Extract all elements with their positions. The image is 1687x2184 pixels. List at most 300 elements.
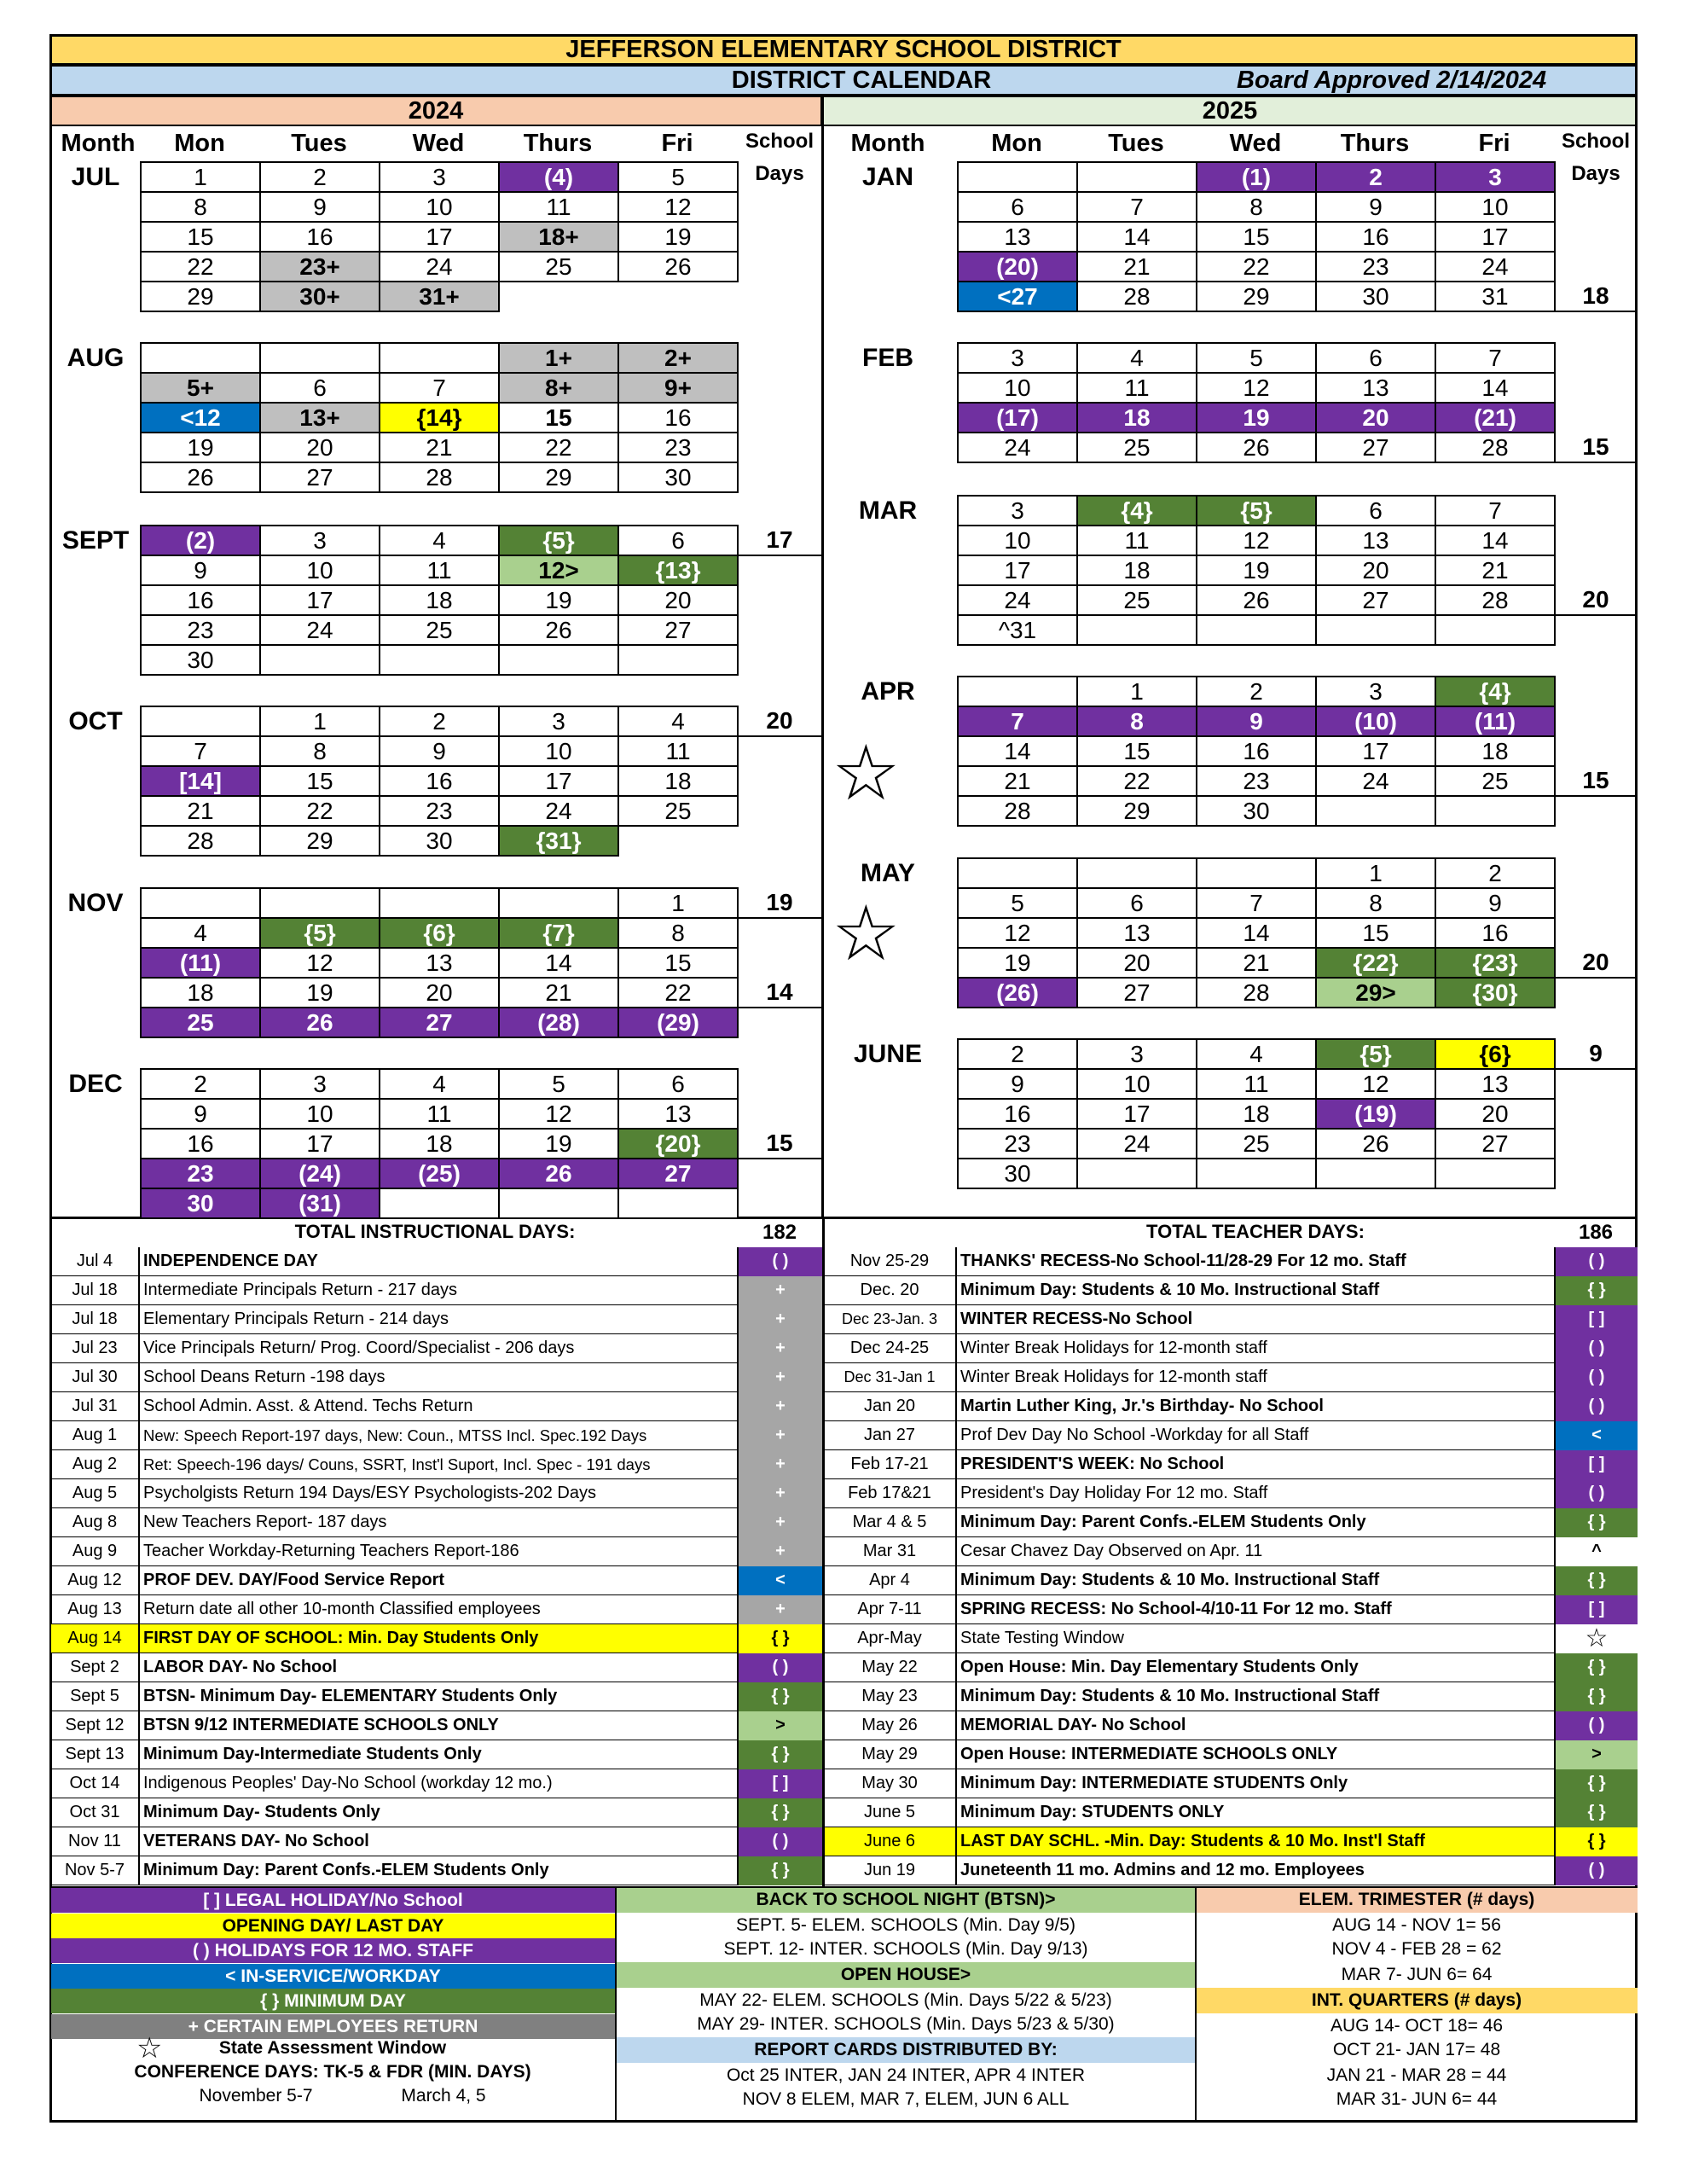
calendar-day-cell: [1076, 161, 1197, 193]
col-wed-left: Wed: [412, 130, 465, 157]
event-row: [824, 1421, 1638, 1450]
calendar-day-cell: 25: [1196, 1128, 1317, 1159]
calendar-day-cell: {6}: [379, 917, 500, 949]
calendar-day-cell: 2: [140, 1068, 261, 1100]
calendar-day-cell: 15: [617, 947, 739, 979]
school-days-total: 17: [766, 526, 793, 553]
month-label: FEB: [862, 344, 913, 372]
calendar-day-cell: {14}: [379, 402, 500, 433]
event-description: Minimum Day: INTERMEDIATE STUDENTS Only: [960, 1774, 1348, 1792]
calendar-day-cell: 24: [379, 251, 500, 282]
calendar-day-cell: 20: [379, 977, 500, 1008]
calendar-day-cell: 14: [1076, 221, 1197, 253]
school-days-underline: [737, 1158, 822, 1159]
event-description: Cesar Chavez Day Observed on Apr. 11: [960, 1542, 1263, 1560]
event-code: ( ): [1554, 1247, 1638, 1276]
event-description: New: Speech Report-197 days, New: Coun., MTSS Incl. Spec.192 Days: [143, 1426, 647, 1444]
calendar-day-cell: 1: [259, 706, 380, 737]
event-date: Dec 24-25: [824, 1334, 957, 1363]
calendar-day-cell: 15: [1315, 917, 1436, 949]
calendar-day-cell: 20: [617, 584, 739, 616]
calendar-day-cell: {5}: [1196, 495, 1317, 526]
calendar-day-cell: 23: [1315, 251, 1436, 282]
calendar-day-cell: 6: [1315, 342, 1436, 374]
calendar-day-cell: (17): [957, 402, 1078, 433]
calendar-day-cell: <27: [957, 281, 1078, 312]
calendar-day-cell: 19: [140, 432, 261, 463]
event-row: [824, 1334, 1638, 1363]
school-days-total: 15: [766, 1130, 793, 1156]
calendar-day-cell: 20: [1435, 1098, 1556, 1130]
calendar-day-cell: 5: [498, 1068, 619, 1100]
col-tues-right: Tues: [1108, 130, 1164, 157]
event-date: Jul 4: [51, 1247, 140, 1276]
calendar-day-cell: 6: [259, 372, 380, 404]
calendar-day-cell: 6: [617, 525, 739, 556]
event-date: May 30: [824, 1769, 957, 1798]
calendar-day-cell: 12: [1315, 1068, 1436, 1100]
calendar-day-cell: {7}: [498, 917, 619, 949]
calendar-day-cell: 21: [140, 795, 261, 827]
calendar-day-cell: {22}: [1315, 947, 1436, 979]
event-code: ( ): [737, 1247, 822, 1276]
school-days-total: 9: [1589, 1040, 1603, 1066]
calendar-day-cell: 16: [140, 584, 261, 616]
calendar-day-cell: 19: [957, 947, 1078, 979]
event-description: Minimum Day: Parent Confs.-ELEM Students Only: [143, 1861, 549, 1879]
event-row: [824, 1363, 1638, 1392]
calendar-day-cell: 27: [379, 1007, 500, 1038]
event-date: Feb 17&21: [824, 1479, 957, 1508]
school-days-total: 14: [766, 979, 793, 1005]
calendar-day-cell: (2): [140, 525, 261, 556]
col-mon-right: Mon: [991, 130, 1042, 157]
calendar-day-cell: 12: [957, 917, 1078, 949]
event-date: Dec 23-Jan. 3: [824, 1305, 957, 1334]
calendar-day-cell: (11): [140, 947, 261, 979]
calendar-day-cell: 14: [1196, 917, 1317, 949]
event-description: Minimum Day: Students & 10 Mo. Instructional Staff: [960, 1687, 1380, 1705]
calendar-day-cell: 27: [259, 462, 380, 493]
event-description: School Admin. Asst. & Attend. Techs Return: [143, 1397, 473, 1415]
calendar-day-cell: [957, 857, 1078, 889]
event-code: { }: [1554, 1798, 1638, 1827]
calendar-day-cell: [379, 342, 500, 374]
calendar-day-cell: 29: [140, 281, 261, 312]
col-mon-left: Mon: [174, 130, 225, 157]
calendar-day-cell: 23: [379, 795, 500, 827]
legend-rc-1: Oct 25 INTER, JAN 24 INTER, APR 4 INTER: [726, 2065, 1086, 2085]
year-2024: 2024: [49, 96, 822, 126]
legend-tri-3: MAR 7- JUN 6= 64: [1341, 1965, 1493, 1984]
calendar-day-cell: 29: [1076, 795, 1197, 827]
calendar-day-cell: (4): [498, 161, 619, 193]
event-code: >: [737, 1711, 822, 1740]
event-row: [824, 1537, 1638, 1566]
school-days-underline: [1554, 795, 1638, 797]
calendar-day-cell: {31}: [498, 825, 619, 857]
calendar-day-cell: 21: [957, 765, 1078, 797]
calendar-day-cell: 24: [957, 584, 1078, 616]
calendar-day-cell: 4: [617, 706, 739, 737]
event-date: Jul 30: [51, 1363, 140, 1392]
calendar-day-cell: 18+: [498, 221, 619, 253]
event-description: FIRST DAY OF SCHOOL: Min. Day Students Only: [143, 1629, 539, 1647]
calendar-day-cell: 13: [957, 221, 1078, 253]
calendar-day-cell: 4: [1076, 342, 1197, 374]
col-wed-right: Wed: [1229, 130, 1282, 157]
event-row: [51, 1450, 822, 1479]
event-description: INDEPENDENCE DAY: [143, 1252, 318, 1270]
event-description: BTSN- Minimum Day- ELEMENTARY Students Only: [143, 1687, 558, 1705]
col-month-right: Month: [850, 130, 925, 157]
calendar-day-cell: {5}: [1315, 1038, 1436, 1070]
school-days-underline: [737, 735, 822, 737]
calendar-day-cell: 7: [1076, 191, 1197, 223]
calendar-day-cell: 28: [1435, 432, 1556, 463]
event-date: Mar 4 & 5: [824, 1508, 957, 1537]
calendar-day-cell: 23: [617, 432, 739, 463]
event-row: [51, 1827, 822, 1856]
calendar-day-cell: 23+: [259, 251, 380, 282]
calendar-day-cell: 14: [498, 947, 619, 979]
calendar-day-cell: 16: [379, 765, 500, 797]
school-days-total: 20: [766, 707, 793, 734]
legend-item: [ ] LEGAL HOLIDAY/No School: [51, 1888, 615, 1913]
event-row: [51, 1508, 822, 1537]
calendar-title: DISTRICT CALENDAR: [731, 67, 992, 94]
event-date: Sept 2: [51, 1653, 140, 1682]
event-date: Oct 31: [51, 1798, 140, 1827]
event-row: [51, 1595, 822, 1624]
legend-divider-2: [1195, 1887, 1197, 2123]
calendar-day-cell: 22: [1076, 765, 1197, 797]
event-code: [ ]: [1554, 1450, 1638, 1479]
calendar-day-cell: 11: [617, 735, 739, 767]
calendar-day-cell: 9: [957, 1068, 1078, 1100]
event-row: [51, 1653, 822, 1682]
calendar-day-cell: 21: [1076, 251, 1197, 282]
district-title: JEFFERSON ELEMENTARY SCHOOL DISTRICT: [49, 34, 1638, 65]
event-code: { }: [737, 1624, 822, 1653]
calendar-day-cell: 28: [957, 795, 1078, 827]
calendar-day-cell: (25): [379, 1158, 500, 1189]
calendar-day-cell: 9: [140, 555, 261, 586]
event-description: Minimum Day- Students Only: [143, 1803, 380, 1821]
event-description: LABOR DAY- No School: [143, 1658, 338, 1676]
calendar-day-cell: 14: [1435, 525, 1556, 556]
calendar-day-cell: {20}: [617, 1128, 739, 1159]
school-days-underline: [737, 555, 822, 556]
event-code: ( ): [1554, 1363, 1638, 1392]
event-description: Intermediate Principals Return - 217 days: [143, 1281, 457, 1299]
event-date: Apr 4: [824, 1566, 957, 1595]
calendar-day-cell: 10: [259, 555, 380, 586]
calendar-day-cell: {4}: [1435, 676, 1556, 707]
calendar-day-cell: [1315, 1158, 1436, 1189]
school-days-underline: [737, 917, 822, 919]
calendar-day-cell: 19: [498, 584, 619, 616]
event-row: [51, 1682, 822, 1711]
calendar-day-cell: 18: [379, 1128, 500, 1159]
calendar-day-cell: 9+: [617, 372, 739, 404]
calendar-day-cell: 26: [1315, 1128, 1436, 1159]
event-code: ( ): [1554, 1711, 1638, 1740]
calendar-day-cell: 26: [1196, 432, 1317, 463]
calendar-day-cell: (11): [1435, 706, 1556, 737]
calendar-day-cell: [1315, 614, 1436, 646]
calendar-day-cell: 2: [1435, 857, 1556, 889]
event-date: Jul 18: [51, 1276, 140, 1305]
calendar-day-cell: 30: [1196, 795, 1317, 827]
calendar-day-cell: 23: [957, 1128, 1078, 1159]
legend-tri-2: NOV 4 - FEB 28 = 62: [1331, 1939, 1502, 1959]
calendar-day-cell: 30: [140, 644, 261, 676]
month-label: JAN: [861, 163, 913, 191]
month-label: JUL: [71, 163, 120, 191]
calendar-day-cell: 6: [1315, 495, 1436, 526]
calendar-day-cell: (26): [957, 977, 1078, 1008]
calendar-day-cell: 18: [1435, 735, 1556, 767]
event-row: [824, 1276, 1638, 1305]
school-days-total: 15: [1582, 433, 1609, 460]
calendar-day-cell: 27: [1435, 1128, 1556, 1159]
event-description: VETERANS DAY- No School: [143, 1832, 369, 1850]
calendar-day-cell: [379, 1188, 500, 1219]
calendar-day-cell: 28: [140, 825, 261, 857]
calendar-day-cell: {4}: [1076, 495, 1197, 526]
event-date: Aug 14: [51, 1624, 140, 1653]
event-description: Minimum Day: Parent Confs.-ELEM Students Only: [960, 1513, 1366, 1531]
event-date: May 29: [824, 1740, 957, 1769]
school-days-underline: [1554, 1068, 1638, 1070]
total-instructional-label: TOTAL INSTRUCTIONAL DAYS:: [294, 1221, 576, 1242]
calendar-day-cell: 22: [617, 977, 739, 1008]
event-description: Winter Break Holidays for 12-month staff: [960, 1368, 1267, 1386]
event-description: Minimum Day: STUDENTS ONLY: [960, 1803, 1225, 1821]
calendar-day-cell: 31: [1435, 281, 1556, 312]
calendar-day-cell: [498, 1188, 619, 1219]
calendar-day-cell: 4: [379, 1068, 500, 1100]
event-date: Jan 27: [824, 1421, 957, 1450]
calendar-day-cell: [1435, 1158, 1556, 1189]
calendar-day-cell: 10: [259, 1098, 380, 1130]
calendar-day-cell: 5: [617, 161, 739, 193]
event-row: [51, 1276, 822, 1305]
event-code: { }: [737, 1856, 822, 1885]
calendar-day-cell: 2: [1315, 161, 1436, 193]
calendar-day-cell: [1196, 1158, 1317, 1189]
col-fri-right: Fri: [1478, 130, 1510, 157]
event-date: Sept 12: [51, 1711, 140, 1740]
calendar-day-cell: 25: [617, 795, 739, 827]
calendar-day-cell: 1: [1315, 857, 1436, 889]
calendar-day-cell: 24: [498, 795, 619, 827]
calendar-day-cell: [617, 1188, 739, 1219]
calendar-day-cell: (1): [1196, 161, 1317, 193]
event-code: ☆: [1554, 1624, 1638, 1653]
calendar-day-cell: 26: [617, 251, 739, 282]
school-days-total: 20: [1582, 949, 1609, 975]
event-date: June 5: [824, 1798, 957, 1827]
event-description: PRESIDENT'S WEEK: No School: [960, 1455, 1225, 1473]
event-code: +: [737, 1595, 822, 1624]
calendar-day-cell: 2: [259, 161, 380, 193]
calendar-day-cell: 15: [1196, 221, 1317, 253]
event-row: [824, 1856, 1638, 1885]
calendar-day-cell: 21: [1196, 947, 1317, 979]
event-row: [51, 1566, 822, 1595]
calendar-day-cell: {30}: [1435, 977, 1556, 1008]
event-row: [824, 1247, 1638, 1276]
calendar-day-cell: 30: [379, 825, 500, 857]
calendar-day-cell: 1+: [498, 342, 619, 374]
calendar-day-cell: 9: [259, 191, 380, 223]
calendar-day-cell: 15: [498, 402, 619, 433]
calendar-day-cell: 26: [140, 462, 261, 493]
event-date: Aug 8: [51, 1508, 140, 1537]
calendar-day-cell: 11: [379, 1098, 500, 1130]
school-days-total: 19: [766, 889, 793, 915]
year-2025: 2025: [822, 96, 1638, 126]
legend-conf-days: CONFERENCE DAYS: TK-5 & FDR (MIN. DAYS): [134, 2062, 531, 2082]
calendar-day-cell: (29): [617, 1007, 739, 1038]
calendar-day-cell: 21: [498, 977, 619, 1008]
calendar-day-cell: 29: [498, 462, 619, 493]
calendar-day-cell: 20: [1315, 402, 1436, 433]
school-days-underline: [737, 1007, 822, 1008]
calendar-day-cell: [140, 887, 261, 919]
legend-q-2: OCT 21- JAN 17= 48: [1332, 2040, 1501, 2059]
event-row: [51, 1334, 822, 1363]
calendar-day-cell: (24): [259, 1158, 380, 1189]
calendar-day-cell: 22: [1196, 251, 1317, 282]
calendar-day-cell: 23: [1196, 765, 1317, 797]
col-tues-left: Tues: [291, 130, 347, 157]
event-date: Dec. 20: [824, 1276, 957, 1305]
calendar-day-cell: 17: [957, 555, 1078, 586]
event-row: [824, 1305, 1638, 1334]
event-date: Apr-May: [824, 1624, 957, 1653]
calendar-day-cell: (19): [1315, 1098, 1436, 1130]
calendar-day-cell: [1196, 614, 1317, 646]
event-description: THANKS' RECESS-No School-11/28-29 For 12 mo. Staff: [960, 1252, 1406, 1270]
event-description: BTSN 9/12 INTERMEDIATE SCHOOLS ONLY: [143, 1716, 499, 1734]
event-code: ( ): [737, 1827, 822, 1856]
event-code: [ ]: [1554, 1305, 1638, 1334]
event-row: [51, 1740, 822, 1769]
calendar-day-cell: [379, 887, 500, 919]
calendar-day-cell: [1076, 857, 1197, 889]
calendar-day-cell: 18: [1076, 555, 1197, 586]
calendar-day-cell: 24: [1315, 765, 1436, 797]
event-description: PROF DEV. DAY/Food Service Report: [143, 1571, 445, 1589]
calendar-day-cell: 25: [1076, 584, 1197, 616]
calendar-day-cell: 12: [1196, 525, 1317, 556]
event-date: May 23: [824, 1682, 957, 1711]
calendar-day-cell: 16: [1315, 221, 1436, 253]
calendar-day-cell: 10: [1435, 191, 1556, 223]
legend-q-3: JAN 21 - MAR 28 = 44: [1326, 2065, 1507, 2085]
event-row: [824, 1827, 1638, 1856]
event-row: [824, 1769, 1638, 1798]
event-description: Indigenous Peoples' Day-No School (workday 12 mo.): [143, 1774, 553, 1792]
event-description: Minimum Day: Students & 10 Mo. Instructional Staff: [960, 1281, 1380, 1299]
event-row: [824, 1711, 1638, 1740]
calendar-day-cell: [259, 887, 380, 919]
calendar-day-cell: [1435, 614, 1556, 646]
calendar-day-cell: 26: [498, 1158, 619, 1189]
event-date: Jul 18: [51, 1305, 140, 1334]
calendar-day-cell: 25: [140, 1007, 261, 1038]
col-thurs-left: Thurs: [523, 130, 593, 157]
calendar-day-cell: 25: [379, 614, 500, 646]
month-label: MAY: [861, 859, 915, 887]
calendar-day-cell: 8+: [498, 372, 619, 404]
event-code: +: [737, 1450, 822, 1479]
col-days-left: Days: [755, 162, 804, 185]
calendar-day-cell: 15: [259, 765, 380, 797]
calendar-day-cell: 12: [1196, 372, 1317, 404]
event-code: ^: [1554, 1537, 1638, 1566]
legend-oh-head: OPEN HOUSE>: [616, 1962, 1196, 1988]
event-description: Open House: Min. Day Elementary Students Only: [960, 1658, 1359, 1676]
calendar-day-cell: 28: [379, 462, 500, 493]
calendar-day-cell: 27: [1076, 977, 1197, 1008]
col-thurs-right: Thurs: [1340, 130, 1410, 157]
calendar-day-cell: 5: [1196, 342, 1317, 374]
event-code: { }: [1554, 1566, 1638, 1595]
calendar-day-cell: 19: [1196, 555, 1317, 586]
event-code: { }: [1554, 1276, 1638, 1305]
calendar-day-cell: {23}: [1435, 947, 1556, 979]
calendar-day-cell: 13: [1435, 1068, 1556, 1100]
calendar-day-cell: 12: [617, 191, 739, 223]
calendar-day-cell: 8: [259, 735, 380, 767]
calendar-day-cell: 10: [379, 191, 500, 223]
calendar-day-cell: 3: [1076, 1038, 1197, 1070]
event-row: [824, 1392, 1638, 1421]
event-row: [51, 1421, 822, 1450]
event-date: Aug 13: [51, 1595, 140, 1624]
event-code: { }: [1554, 1653, 1638, 1682]
event-date: Nov 25-29: [824, 1247, 957, 1276]
calendar-day-cell: 30+: [259, 281, 380, 312]
event-description: Minimum Day-Intermediate Students Only: [143, 1745, 482, 1763]
calendar-day-cell: 8: [140, 191, 261, 223]
school-days-underline: [1554, 977, 1638, 979]
calendar-day-cell: 28: [1076, 281, 1197, 312]
month-label: DEC: [68, 1070, 123, 1098]
calendar-day-cell: 26: [498, 614, 619, 646]
event-code: +: [737, 1537, 822, 1566]
total-instructional-value: 182: [762, 1221, 797, 1244]
month-label: MAR: [858, 497, 918, 525]
legend-q-4: MAR 31- JUN 6= 44: [1336, 2089, 1498, 2109]
calendar-day-cell: (31): [259, 1188, 380, 1219]
event-date: May 26: [824, 1711, 957, 1740]
calendar-day-cell: 3: [379, 161, 500, 193]
legend-item: + CERTAIN EMPLOYEES RETURN: [51, 2014, 615, 2039]
col-fri-left: Fri: [661, 130, 693, 157]
event-code: +: [737, 1334, 822, 1363]
month-label: SEPT: [61, 526, 130, 555]
calendar-day-cell: 9: [1435, 887, 1556, 919]
event-row: [51, 1856, 822, 1885]
legend-conf-nov: November 5-7: [199, 2086, 313, 2106]
calendar-day-cell: 4: [140, 917, 261, 949]
event-row: [824, 1624, 1638, 1653]
